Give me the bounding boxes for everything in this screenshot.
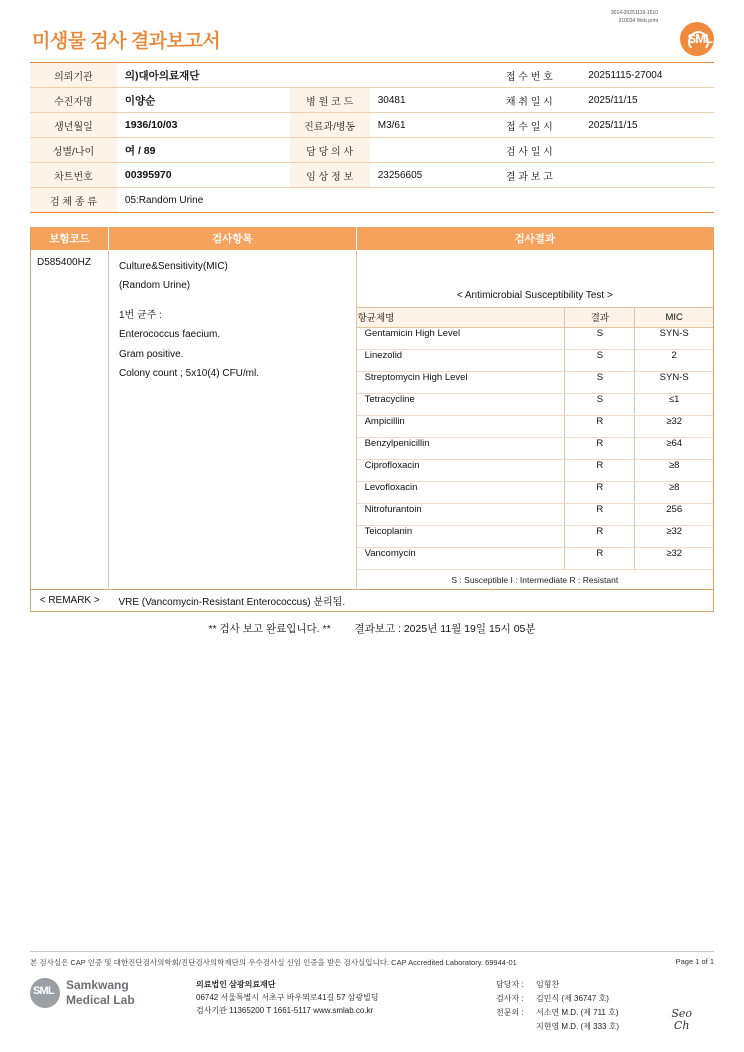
info-value: 20251115-27004 xyxy=(580,63,714,88)
footer-organization-info xyxy=(196,978,486,1018)
header-print-codes xyxy=(611,10,658,25)
list-item xyxy=(496,1020,619,1034)
antibiotic-name: Vancomycin xyxy=(357,548,565,570)
info-label: 접 수 일 시 xyxy=(498,113,580,138)
footer-accreditation-note xyxy=(30,951,714,968)
info-label: 결 과 보 고 xyxy=(498,163,580,188)
antibiotic-result: R xyxy=(565,526,635,548)
table-row xyxy=(357,504,713,526)
samkwang-logo-name-line2: Medical Lab xyxy=(66,993,135,1007)
column-header-test-item: 검사항목 xyxy=(108,228,356,250)
completion-report-time: 결과보고 : 2025년 11월 19일 15시 05분 xyxy=(354,623,536,635)
antibiotic-mic: 2 xyxy=(635,350,713,372)
info-value xyxy=(580,163,714,188)
info-value: 의)대아의료재단 xyxy=(117,63,498,88)
antibiotic-name: Ciprofloxacin xyxy=(357,460,565,482)
staff-role: 담당자 : xyxy=(496,980,524,989)
table-row xyxy=(357,394,713,416)
footer-staff-list xyxy=(496,978,619,1034)
antibiotic-result: R xyxy=(565,460,635,482)
antibiotic-name: Benzylpenicillin xyxy=(357,438,565,460)
antibiotic-name: Gentamicin High Level xyxy=(357,328,565,350)
footer-note-text: 본 검사실은 CAP 인증 및 대한진단검사의학회/진단검사의학재단의 우수검사실 신임 인증을 받은 검사실입니다. CAP Accredited Laboratory. 69944-01 xyxy=(30,958,517,967)
ast-legend: S : Susceptible I : Intermediate R : Resistant xyxy=(451,575,619,585)
info-label: 의뢰기관 xyxy=(30,63,117,88)
info-label: 진료과/병동 xyxy=(290,113,370,138)
column-header-test-result: 검사결과 xyxy=(356,228,713,250)
staff-name: 임형찬 xyxy=(536,980,560,989)
list-item xyxy=(496,1006,619,1020)
remark-row xyxy=(31,590,714,612)
antibiotic-mic: ≤1 xyxy=(635,394,713,416)
column-header-mic: MIC xyxy=(635,308,713,328)
info-label: 임 상 정 보 xyxy=(290,163,370,188)
info-value: 30481 xyxy=(370,88,498,113)
staff-name: 김민식 (제 36747 호) xyxy=(536,994,609,1003)
antibiotic-name: Linezolid xyxy=(357,350,565,372)
list-item xyxy=(496,992,619,1006)
info-label: 차트번호 xyxy=(30,163,117,188)
staff-name: 지현영 M.D. (제 333 호) xyxy=(536,1022,620,1031)
info-value: 00395970 xyxy=(117,163,290,188)
antibiotic-result: S xyxy=(565,394,635,416)
info-label: 담 당 의 사 xyxy=(290,138,370,163)
antibiotic-mic: SYN-S xyxy=(635,372,713,394)
info-value: 이양순 xyxy=(117,88,290,113)
info-label: 채 취 일 시 xyxy=(498,88,580,113)
antibiotic-result: R xyxy=(565,548,635,570)
remark-label: < REMARK > xyxy=(31,590,109,612)
organism-line-1: 1번 균주 : xyxy=(118,309,162,321)
antibiotic-name: Levofloxacin xyxy=(357,482,565,504)
ast-title: < Antimicrobial Susceptibility Test > xyxy=(357,284,713,308)
report-header xyxy=(30,0,714,62)
table-row xyxy=(357,438,713,460)
table-row xyxy=(30,188,714,213)
footer-main xyxy=(30,978,714,1034)
antibiotic-mic: ≥32 xyxy=(635,548,713,570)
info-label: 성별/나이 xyxy=(30,138,117,163)
table-row xyxy=(30,63,714,88)
page-number: Page 1 of 1 xyxy=(675,957,714,966)
specimen-label: 검 체 종 류 xyxy=(30,188,117,213)
table-row xyxy=(30,163,714,188)
column-header-insurance-code: 보험코드 xyxy=(31,228,109,250)
table-row xyxy=(30,113,714,138)
insurance-code-value: D585400HZ xyxy=(31,250,109,590)
result-section xyxy=(30,227,714,636)
antibiotic-result: R xyxy=(565,482,635,504)
organism-line-3: Gram positive. xyxy=(118,348,184,360)
info-value: 2025/11/15 xyxy=(580,88,714,113)
antibiotic-mic: ≥8 xyxy=(635,482,713,504)
sml-logo-icon xyxy=(666,22,714,56)
table-row xyxy=(357,350,713,372)
list-item xyxy=(496,978,619,992)
signature xyxy=(671,1008,692,1032)
antibiotic-result: S xyxy=(565,372,635,394)
test-name-line-1: Culture&Sensitivity(MIC) xyxy=(118,260,228,272)
antibiotic-name: Ampicillin xyxy=(357,416,565,438)
test-name-line-2: (Random Urine) xyxy=(118,280,191,291)
completion-line xyxy=(30,621,714,636)
info-label: 수진자명 xyxy=(30,88,117,113)
samkwang-logo-icon xyxy=(30,978,190,1008)
table-row xyxy=(30,88,714,113)
footer-address: 06742 서울특별시 서초구 바우뫼로41길 57 삼광빌딩 xyxy=(196,993,379,1003)
footer-org-name: 의료법인 삼광의료재단 xyxy=(196,980,276,989)
info-value: 여 / 89 xyxy=(117,138,290,163)
antibiotic-result: R xyxy=(565,504,635,526)
antibiotic-name: Streptomycin High Level xyxy=(357,372,565,394)
antibiotic-result: S xyxy=(565,328,635,350)
table-row xyxy=(357,460,713,482)
info-value xyxy=(370,138,498,163)
table-row xyxy=(357,548,713,570)
header-code-line2: 210034 Web print xyxy=(618,17,658,24)
antibiotic-mic: SYN-S xyxy=(635,328,713,350)
info-value: 23256605 xyxy=(370,163,498,188)
staff-name: 서소연 M.D. (제 711 호) xyxy=(536,1008,619,1017)
table-row xyxy=(357,416,713,438)
staff-role: 검사자 : xyxy=(496,994,524,1003)
info-value: 2025/11/15 xyxy=(580,113,714,138)
result-table xyxy=(30,227,714,612)
specimen-value: 05:Random Urine xyxy=(124,194,204,206)
antimicrobial-susceptibility-table xyxy=(357,308,713,571)
sml-logo-text: SML xyxy=(687,31,712,46)
antibiotic-result: R xyxy=(565,438,635,460)
info-value xyxy=(580,138,714,163)
info-label: 생년월일 xyxy=(30,113,117,138)
staff-role: 전문의 : xyxy=(496,1008,524,1017)
antibiotic-mic: 256 xyxy=(635,504,713,526)
signature-line2: Ch xyxy=(673,1018,690,1032)
test-item-cell xyxy=(108,250,356,590)
report-footer xyxy=(30,951,714,1034)
antibiotic-result: R xyxy=(565,416,635,438)
info-label: 접 수 번 호 xyxy=(498,63,580,88)
organism-line-2: Enterococcus faecium. xyxy=(118,329,221,340)
info-value: M3/61 xyxy=(370,113,498,138)
ast-header-row xyxy=(357,308,713,328)
table-row xyxy=(30,138,714,163)
page-title: 미생물 검사 결과보고서 xyxy=(32,31,221,52)
antibiotic-name: Tetracycline xyxy=(357,394,565,416)
antibiotic-name: Teicoplanin xyxy=(357,526,565,548)
antibiotic-mic: ≥32 xyxy=(635,526,713,548)
info-value: 1936/10/03 xyxy=(117,113,290,138)
antibiotic-mic: ≥64 xyxy=(635,438,713,460)
patient-info-table xyxy=(30,62,714,213)
antibiotic-name: Nitrofurantoin xyxy=(357,504,565,526)
remark-text: VRE (Vancomycin-Resistant Enterococcus) 분리됨. xyxy=(108,590,713,612)
samkwang-logo-mark: SML xyxy=(33,985,54,997)
antibiotic-mic: ≥32 xyxy=(635,416,713,438)
info-label: 검 사 일 시 xyxy=(498,138,580,163)
column-header-result: 결과 xyxy=(565,308,635,328)
completion-text: ** 검사 보고 완료입니다. ** xyxy=(208,623,331,635)
table-row xyxy=(357,328,713,350)
signature-line1: Seo xyxy=(671,1006,692,1020)
info-label: 병 원 코 드 xyxy=(290,88,370,113)
ast-cell xyxy=(356,250,713,590)
table-row xyxy=(357,526,713,548)
table-row xyxy=(357,482,713,504)
samkwang-logo-name xyxy=(66,978,135,1008)
table-row xyxy=(31,250,714,590)
antibiotic-result: S xyxy=(565,350,635,372)
footer-contact: 검사기관 11365200 T 1661-5117 www.smlab.co.kr xyxy=(196,1006,374,1016)
organism-line-4: Colony count ; 5x10(4) CFU/ml. xyxy=(118,368,260,379)
samkwang-logo-name-line1: Samkwang xyxy=(66,978,129,992)
antibiotic-mic: ≥8 xyxy=(635,460,713,482)
result-table-header xyxy=(31,228,714,250)
header-code-line1: 3014-20251119-1510 xyxy=(610,10,658,16)
table-row xyxy=(357,372,713,394)
column-header-antibiotic: 항균제명 xyxy=(357,308,565,328)
